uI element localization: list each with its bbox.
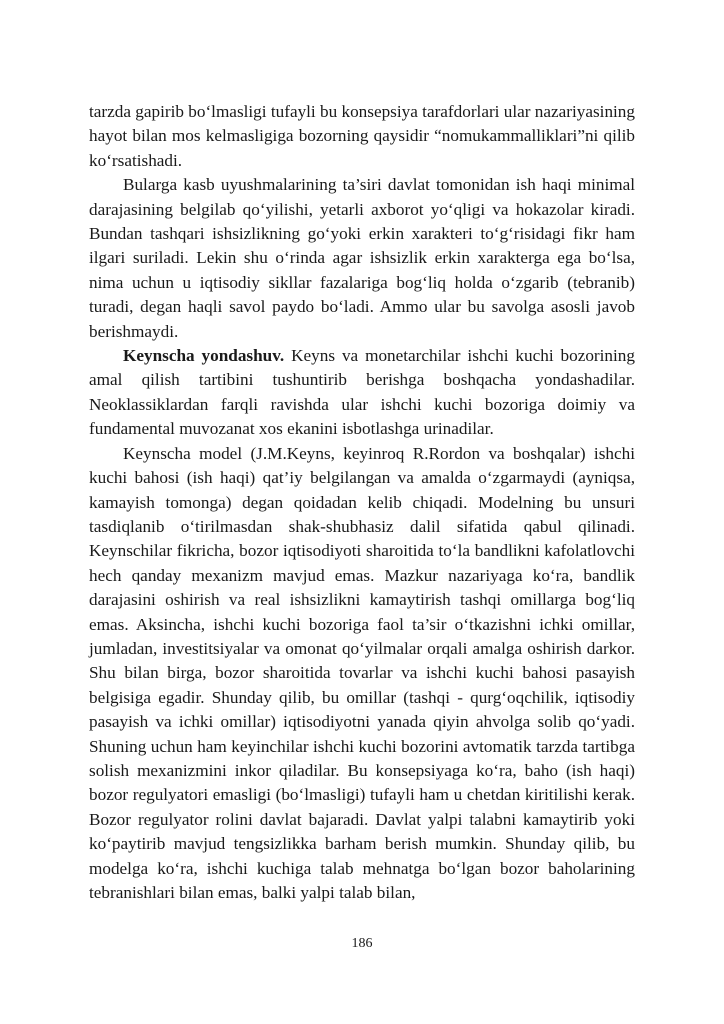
- body-text: [89, 100, 635, 905]
- section-heading-inline: Keynscha yondashuv.: [123, 346, 285, 366]
- paragraph-continuation: tarzda gapirib bo‘lmasligi tufayli bu konsepsiya tarafdorlari ular nazariyasining hayot bilan mos kelmasligiga bozorning qaysidir “nomukammalliklari”ni qilib ko‘rsatishadi.: [89, 102, 635, 170]
- page-number: 186: [351, 936, 373, 951]
- paragraph-factors: Bularga kasb uyushmalarining ta’siri davlat tomonidan ish haqi minimal darajasining belgilab qo‘yilishi, yetarli axborot yo‘qligi va hokazolar kiradi. Bundan tashqari ishsizlikning go‘yoki erkin xarakteri to‘g‘risidagi fikr ham ilgari suriladi. Lekin shu o‘rinda agar ishsizlik erkin xarakterga ega bo‘lsa, nima uchun u iqtisodiy sikllar fazalariga bog‘liq holda o‘zgarib (tebranib) turadi, degan haqli savol paydo bo‘ladi. Ammo ular bu savolga asosli javob berishmaydi.: [89, 175, 635, 341]
- paragraph-keynesian-model: Keynscha model (J.M.Keyns, keyinroq R.Rordon va boshqalar) ishchi kuchi bahosi (ish haqi) qat’iy belgilangan va amalda o‘zgarmaydi (ayniqsa, kamayish tomonga) degan qoidadan kelib chiqadi. Modelning bu unsuri tasdiqlanib o‘tirilmasdan shak-shubhasiz dalil sifatida qabul qilinadi. Keynschilar fikricha, bozor iqtisodiyoti sharoitida to‘la bandlikni kafolatlovchi hech qanday mexanizm mavjud emas. Mazkur nazariyaga ko‘ra, bandlik darajasini oshirish va real ishsizlikni kamaytirish tashqi omillarga bog‘liq emas. Aksincha, ishchi kuchi bozoriga faol ta’sir o‘tkazishni ichki omillar, jumladan, investitsiyalar va omonat qo‘yilmalar orqali amalga oshirish darkor. Shu bilan birga, bozor sharoitida tovarlar va ishchi kuchi bahosi pasayish belgisiga egadir. Shunday qilib, bu omillar (tashqi - qurg‘oqchilik, iqtisodiy pasayish va ichki omillar) iqtisodiyotni yanada qiyin ahvolga solib qo‘yadi. Shuning uchun ham keyinchilar ishchi kuchi bozorini avtomatik tarzda tartibga solish mexanizmini inkor qiladilar. Bu konsepsiyaga ko‘ra, baho (ish haqi) bozor regulyatori emasligi (bo‘lmasligi) tufayli ham u chetdan kiritilishi kerak. Bozor regulyator rolini davlat bajaradi. Davlat yalpi talabni kamaytirib yoki ko‘paytirib mavjud tengsizlikka barham berish mumkin. Shunday qilib, bu modelga ko‘ra, ishchi kuchiga talab mehnatga bo‘lgan bozor baholarining tebranishlari bilan emas, balki yalpi talab bilan,: [89, 443, 635, 902]
- paragraph-keynesian-approach: [89, 344, 635, 442]
- paragraph-keynesian-approach-body: Keyns va monetarchilar ishchi kuchi bozorining amal qilish tartibini tushuntirib berishga boshqacha yondashadilar. Neoklassiklardan farqli ravishda ular ishchi kuchi bozoriga doimiy va fundamental muvozanat xos ekanini isbotlashga urinadilar.: [89, 346, 635, 439]
